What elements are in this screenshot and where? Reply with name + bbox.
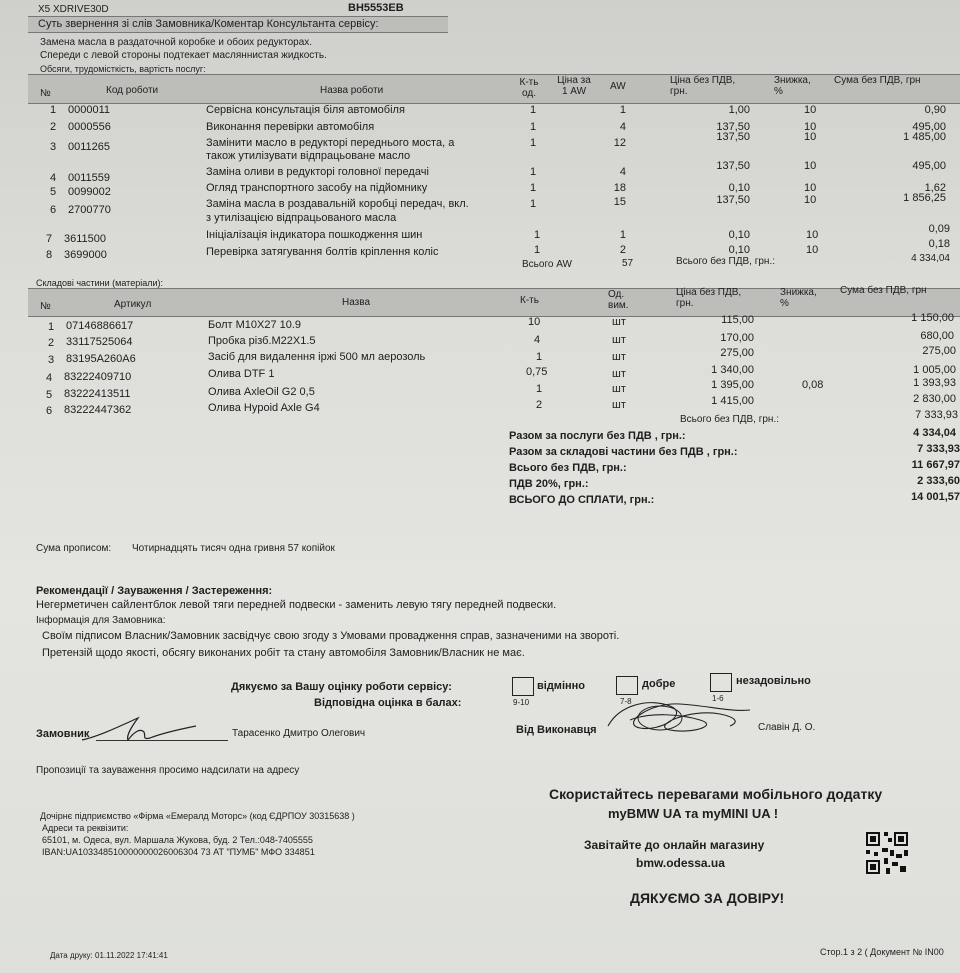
row-discount: 10: [804, 131, 817, 143]
services-col-aw: AW: [610, 81, 626, 92]
row-qty: 2: [536, 399, 543, 411]
row-discount: 10: [806, 244, 819, 256]
row-code: 0011559: [68, 172, 111, 184]
row-name-cont: з утилізацією відпрацьованого масла: [206, 212, 397, 224]
recommendations-text: Негерметичен сайлентблок левой тяги передней подвески - заменить левую тягу передней подвески.: [36, 599, 557, 611]
parts-total-label: Всього без ПДВ, грн.:: [680, 414, 780, 425]
row-aw: 1: [619, 104, 626, 116]
row-price: 137,50: [716, 131, 750, 143]
summary-parts-label: Разом за складові частини без ПДВ , грн.:: [509, 446, 738, 458]
row-name: Заміна масла в роздавальній коробці передач, вкл.: [206, 198, 469, 210]
services-col-name: Назва роботи: [320, 85, 384, 96]
parts-col-article: Артикул: [114, 299, 152, 310]
parts-col-price: Ціна без ПДВ, грн.: [676, 287, 742, 309]
company-name: Дочірнє підприємство «Фірма «Емералд Моторс» (код ЄДРПОУ 30315638 ): [40, 811, 355, 821]
row-article: 83195A260A6: [66, 353, 136, 365]
row-article: 83222409710: [64, 371, 132, 383]
row-discount: 10: [804, 182, 817, 194]
rating-poor-checkbox[interactable]: [710, 673, 732, 692]
row-qty: 1: [530, 198, 537, 210]
table-row: [0, 312, 960, 333]
row-sum: 0,90: [924, 104, 946, 116]
feedback-note: Пропозиції та зауваження просимо надсилати на адресу: [36, 765, 300, 776]
row-aw: 4: [619, 166, 626, 178]
executor-signature: [600, 692, 760, 740]
summary-vat-label: ПДВ 20%, грн.:: [509, 478, 589, 490]
row-discount: 10: [806, 229, 819, 241]
row-no: 5: [46, 389, 53, 401]
services-col-price: Ціна без ПДВ, грн.: [670, 75, 736, 97]
row-no: 4: [50, 172, 57, 184]
row-aw: 15: [613, 196, 626, 208]
address-label: Адреси та реквізити:: [42, 823, 129, 833]
print-date: Дата друку: 01.11.2022 17:41:41: [50, 951, 168, 960]
services-caption: Обсяги, трудомісткість, вартість послуг:: [40, 64, 206, 74]
services-col-no: №: [40, 88, 51, 99]
row-discount: 10: [804, 121, 817, 133]
parts-col-no: №: [40, 301, 51, 312]
row-qty: 10: [528, 316, 541, 328]
info-title: Інформація для Замовника:: [36, 615, 166, 626]
request-line-2: Спереди с левой стороны подтекает масляннистая жидкость.: [40, 50, 327, 61]
row-sum: 495,00: [912, 121, 946, 133]
customer-label: Замовник: [36, 728, 90, 740]
rating-good-range: 7-8: [620, 697, 632, 706]
row-sum: 0,09: [928, 223, 950, 235]
row-qty: 1: [534, 229, 541, 241]
summary-parts-value: 7 333,93: [917, 443, 960, 455]
services-table-header: [28, 74, 960, 104]
row-name-cont: також утилізувати відпрацьоване масло: [206, 150, 411, 162]
row-name: Огляд транспортного засобу на підйомнику: [206, 182, 428, 194]
parts-caption: Складові частини (матеріали):: [36, 278, 163, 288]
row-name: Олива AxleOil G2 0,5: [208, 386, 315, 398]
row-qty: 1: [536, 383, 543, 395]
row-no: 8: [46, 249, 53, 261]
rating-points-prompt: Відповідна оцінка в балах:: [314, 697, 462, 709]
services-total-aw: 57: [622, 258, 634, 269]
table-row: [0, 330, 960, 349]
services-col-discount: Знижка, %: [774, 75, 811, 97]
row-qty: 4: [534, 334, 541, 346]
row-discount: 10: [804, 104, 817, 116]
qr-code-icon: [864, 830, 910, 876]
row-price: 1 415,00: [711, 395, 754, 407]
row-sum: 2 830,00: [913, 393, 956, 405]
parts-col-name: Назва: [342, 297, 371, 308]
row-price: 1,00: [728, 104, 750, 116]
row-unit: шт: [612, 399, 626, 411]
table-row: [0, 104, 960, 117]
info-no-claims: Претензій щодо якості, обсягу виконаних робіт та стану автомобіля Замовник/Власник не має.: [42, 647, 525, 659]
request-title: Суть звернення зі слів Замовника/Коментар Консультанта сервісу:: [38, 18, 379, 30]
row-discount: 10: [804, 160, 817, 172]
services-col-qty: К-ть од.: [519, 77, 539, 99]
services-total-label: Всього без ПДВ, грн.:: [676, 256, 776, 267]
row-no: 3: [50, 141, 57, 153]
row-aw: 1: [619, 229, 626, 241]
row-name: Заміна оливи в редукторі головної передачі: [206, 166, 429, 178]
row-code: 0099002: [68, 186, 111, 198]
row-code: 0000556: [68, 121, 111, 133]
row-unit: шт: [612, 334, 626, 346]
row-no: 7: [46, 233, 53, 245]
row-name: Засіб для видалення іржі 500 мл аерозоль: [208, 351, 426, 363]
row-price: 170,00: [720, 332, 754, 344]
row-qty: 0,75: [526, 366, 548, 378]
row-name: Ініціалізація індикатора пошкодження шин: [206, 229, 423, 241]
shop-url[interactable]: bmw.odessa.ua: [636, 856, 725, 870]
request-line-1: Замена масла в раздаточной коробке и обоих редукторах.: [40, 37, 313, 48]
customer-signature: [80, 712, 200, 746]
row-aw: 18: [613, 182, 626, 194]
row-no: 1: [48, 321, 55, 333]
row-no: 4: [46, 372, 53, 384]
rating-poor-label: незадовільно: [736, 675, 811, 687]
services-total-aw-label: Всього AW: [522, 259, 572, 270]
row-qty: 1: [530, 166, 537, 178]
row-name: Олива DTF 1: [208, 368, 275, 380]
row-article: 33117525064: [66, 336, 133, 348]
company-address: 65101, м. Одеса, вул. Маршала Жукова, буд. 2 Тел.:048-7405555: [42, 835, 313, 845]
services-col-price-aw: Ціна за 1 AW: [557, 75, 591, 97]
row-unit: шт: [612, 351, 626, 363]
row-price: 137,50: [716, 121, 750, 133]
company-iban: IBAN:UA103348510000000026006304 73 АТ "ПУМБ" МФО 334851: [42, 847, 315, 857]
row-name: Болт M10X27 10.9: [208, 319, 302, 331]
row-qty: 1: [530, 121, 537, 133]
rating-good-label: добре: [642, 678, 676, 690]
row-article: 07146886617: [66, 320, 134, 332]
row-qty: 1: [534, 244, 541, 256]
summary-services-label: Разом за послуги без ПДВ , грн.:: [509, 430, 686, 442]
row-price: 0,10: [728, 244, 750, 256]
services-col-sum: Сума без ПДВ, грн: [834, 75, 921, 86]
rating-excellent-range: 9-10: [513, 698, 530, 707]
row-sum: 495,00: [912, 160, 946, 172]
row-aw: 12: [613, 137, 626, 149]
row-price: 1 340,00: [711, 364, 754, 376]
row-discount: 10: [804, 194, 817, 206]
shop-prompt: Завітайте до онлайн магазину: [584, 838, 765, 852]
row-sum: 1,62: [924, 182, 946, 194]
summary-services-value: 4 334,04: [913, 427, 956, 439]
row-no: 5: [50, 186, 57, 198]
row-no: 6: [46, 405, 53, 417]
row-price: 137,50: [716, 194, 750, 206]
summary-total-label: ВСЬОГО ДО СПЛАТИ, грн.:: [509, 494, 655, 506]
parts-col-discount: Знижка, %: [780, 287, 817, 309]
request-title-bar: [28, 16, 448, 33]
row-sum: 1 393,93: [913, 377, 956, 389]
row-qty: 1: [530, 137, 537, 149]
row-name: Олива Hypoid Axle G4: [208, 402, 320, 414]
row-qty: 1: [530, 104, 537, 116]
executor-name: Славін Д. О.: [758, 722, 816, 733]
row-name: Сервісна консультація біля автомобіля: [206, 104, 405, 116]
row-name: Замінити масло в редукторі переднього моста, а: [206, 137, 455, 149]
row-sum: 680,00: [920, 330, 954, 342]
thanks-message: ДЯКУЄМО ЗА ДОВІРУ!: [630, 890, 785, 906]
row-name: Перевірка затягування болтів кріплення коліс: [206, 246, 439, 258]
row-code: 0011265: [68, 141, 111, 153]
row-unit: шт: [612, 368, 626, 380]
services-total: 4 334,04: [911, 253, 950, 264]
row-aw: 2: [619, 244, 626, 256]
customer-name: Тарасенко Дмитро Олегович: [232, 728, 366, 739]
app-promo: Скористайтесь перевагами мобільного додатку: [549, 786, 883, 802]
table-row: [0, 345, 960, 366]
row-code: 3699000: [64, 249, 107, 261]
plate-number: BH5553EB: [348, 2, 404, 14]
row-article: 83222447362: [64, 404, 132, 416]
row-unit: шт: [612, 383, 626, 395]
summary-vat-value: 2 333,60: [917, 475, 960, 487]
summary-subtotal-label: Всього без ПДВ, грн.:: [509, 462, 627, 474]
row-sum: 1 005,00: [913, 364, 956, 376]
parts-total: 7 333,93: [915, 409, 958, 421]
amount-words: Чотирнадцять тисяч одна гривня 57 копійок: [132, 543, 335, 554]
row-discount: 0,08: [802, 379, 824, 391]
parts-table-header: [28, 285, 960, 317]
summary-total-value: 14 001,57: [911, 491, 960, 503]
row-sum: 1 485,00: [903, 131, 946, 143]
row-qty: 1: [530, 182, 537, 194]
row-sum: 1 150,00: [911, 312, 954, 324]
rating-excellent-label: відмінно: [537, 680, 586, 692]
amount-words-label: Сума прописом:: [36, 543, 112, 554]
parts-col-unit: Од. вим.: [608, 289, 629, 311]
row-price: 115,00: [721, 314, 754, 326]
row-no: 2: [48, 337, 55, 349]
table-row: [0, 160, 960, 184]
row-price: 1 395,00: [711, 379, 754, 391]
row-unit: шт: [612, 316, 626, 328]
row-price: 0,10: [728, 229, 750, 241]
rating-poor-range: 1-6: [712, 694, 724, 703]
row-sum: 1 856,25: [903, 192, 946, 204]
row-code: 0000011: [68, 104, 111, 116]
app-names: myBMW UA та myMINI UA !: [608, 806, 779, 821]
row-price: 0,10: [728, 182, 750, 194]
row-name: Виконання перевірки автомобіля: [206, 121, 375, 133]
row-sum: 0,18: [928, 238, 950, 250]
executor-label: Від Виконавця: [516, 724, 597, 736]
row-article: 83222413511: [64, 388, 131, 400]
row-price: 137,50: [716, 160, 750, 172]
row-no: 3: [48, 354, 55, 366]
rating-excellent-checkbox[interactable]: [512, 677, 534, 696]
services-col-code: Код роботи: [106, 85, 159, 96]
info-consent: Своїм підписом Власник/Замовник засвідчує свою згоду з Умовами провадження справ, зазначеними на звороті.: [42, 630, 620, 642]
row-code: 3611500: [64, 233, 107, 245]
row-code: 2700770: [68, 204, 111, 216]
page-number: Стор.1 з 2 ( Документ № IN00: [820, 947, 944, 957]
row-name: Пробка різб.M22X1.5: [208, 335, 316, 347]
parts-col-qty: К-ть: [520, 295, 539, 306]
row-no: 2: [50, 121, 57, 133]
recommendations-title: Рекомендації / Зауваження / Застереження:: [36, 585, 273, 597]
row-sum: 275,00: [922, 345, 956, 357]
summary-subtotal-value: 11 667,97: [911, 459, 960, 471]
row-price: 275,00: [720, 347, 754, 359]
row-aw: 4: [619, 121, 626, 133]
parts-col-sum: Сума без ПДВ, грн: [840, 285, 927, 296]
rating-prompt: Дякуємо за Вашу оцінку роботи сервісу:: [231, 681, 452, 693]
row-no: 1: [50, 104, 57, 116]
row-qty: 1: [536, 351, 543, 363]
row-no: 6: [50, 204, 57, 216]
vehicle-model: X5 XDRIVE30D: [38, 4, 109, 15]
